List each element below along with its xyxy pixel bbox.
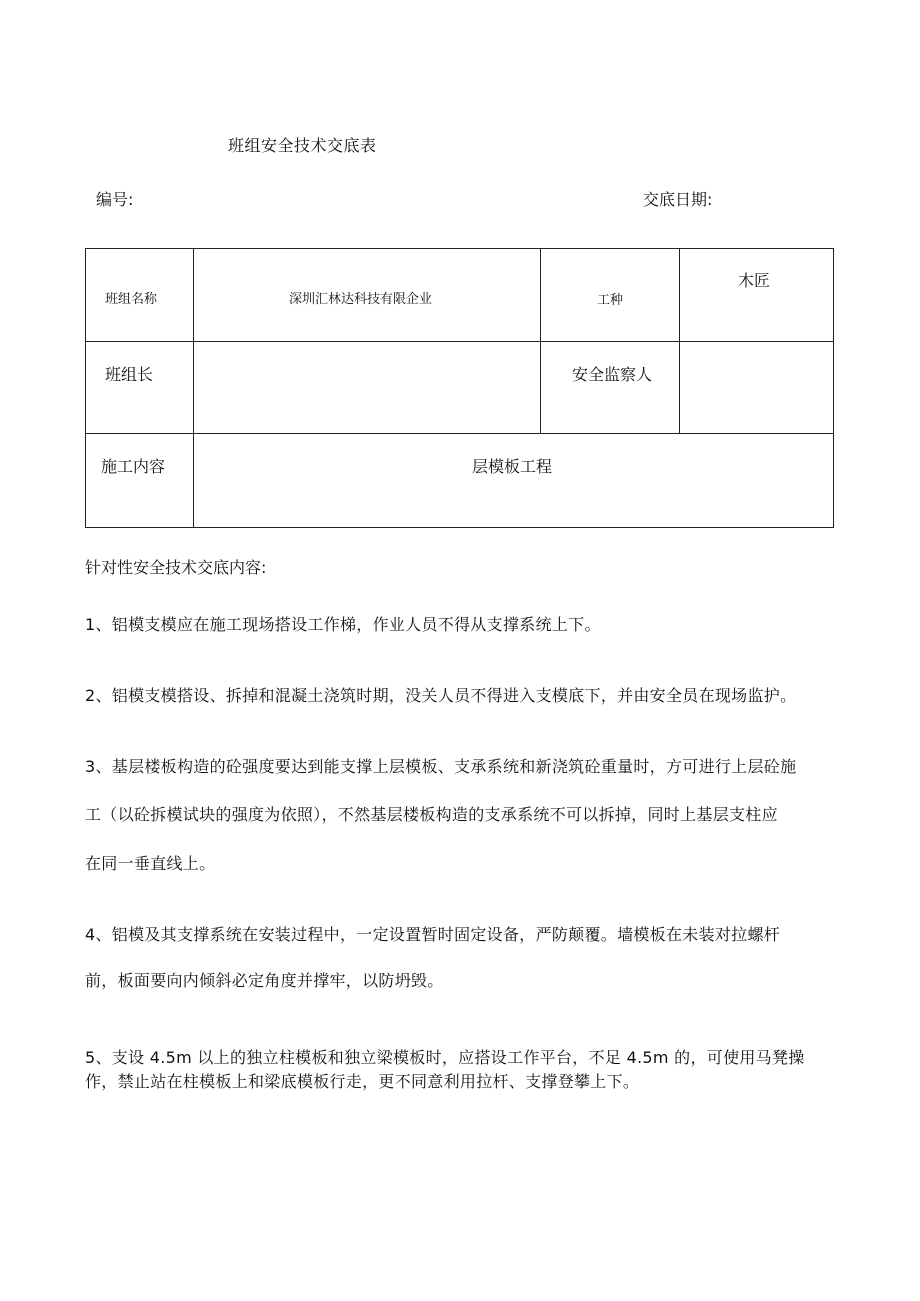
table-row: [86, 342, 834, 434]
item-5-line-2: 作，禁止站在柱模板上和梁底模板行走，更不同意利用拉杆、支撑登攀上下。: [85, 1072, 640, 1091]
team-name-label: 班组名称: [105, 292, 158, 307]
number-label: 编号:: [96, 190, 134, 209]
safety-supervisor-label: 安全监察人: [572, 365, 653, 384]
work-content-label: 施工内容: [101, 457, 166, 476]
team-leader-value-cell: [194, 342, 541, 434]
item-3-line-3: 在同一垂直线上。: [85, 854, 216, 873]
work-content-value: 层模板工程: [472, 457, 553, 476]
team-name-label-cell: [86, 249, 194, 342]
item-2-line-1: 2、铝模支模搭设、拆掉和混凝土浇筑时期，没关人员不得进入支模底下，并由安全员在现场监护。: [85, 686, 797, 705]
item-5-line-1: 5、支设 4.5m 以上的独立柱模板和独立梁模板时，应搭设工作平台，不足 4.5m 的，可使用马凳操: [85, 1048, 805, 1067]
safety-supervisor-value-cell: [680, 342, 834, 434]
work-content-value-cell: [194, 434, 834, 528]
work-content-label-cell: [86, 434, 194, 528]
team-leader-label: 班组长: [105, 365, 154, 384]
trade-value: 木匠: [738, 271, 771, 290]
team-name-value-cell: [194, 249, 541, 342]
trade-label: 工种: [597, 293, 624, 308]
document-title: 班组安全技术交底表: [228, 136, 377, 155]
team-info-table: [85, 248, 834, 528]
item-1-line-1: 1、铝模支模应在施工现场搭设工作梯，作业人员不得从支撑系统上下。: [85, 615, 601, 634]
item-4-line-1: 4、铝模及其支撑系统在安装过程中，一定设置暂时固定设备，严防颠覆。墙模板在未装对拉螺杆: [85, 925, 781, 944]
handover-date-label: 交底日期:: [643, 190, 713, 209]
item-3-line-2: 工（以砼拆模试块的强度为依照），不然基层楼板构造的支承系统不可以拆掉，同时上基层支柱应: [85, 805, 778, 824]
trade-value-cell: [680, 249, 834, 342]
safety-supervisor-label-cell: [541, 342, 680, 434]
table-row: [86, 434, 834, 528]
item-3-line-1: 3、基层楼板构造的砼强度要达到能支撑上层模板、支承系统和新浇筑砼重量时，方可进行上层砼施: [85, 757, 797, 776]
table-row: [86, 249, 834, 342]
trade-label-cell: [541, 249, 680, 342]
content-heading: 针对性安全技术交底内容:: [85, 558, 267, 577]
team-name-value: 深圳汇林达科技有限企业: [289, 292, 433, 307]
item-4-line-2: 前，板面要向内倾斜必定角度并撑牢，以防坍毁。: [85, 971, 444, 990]
team-leader-label-cell: [86, 342, 194, 434]
